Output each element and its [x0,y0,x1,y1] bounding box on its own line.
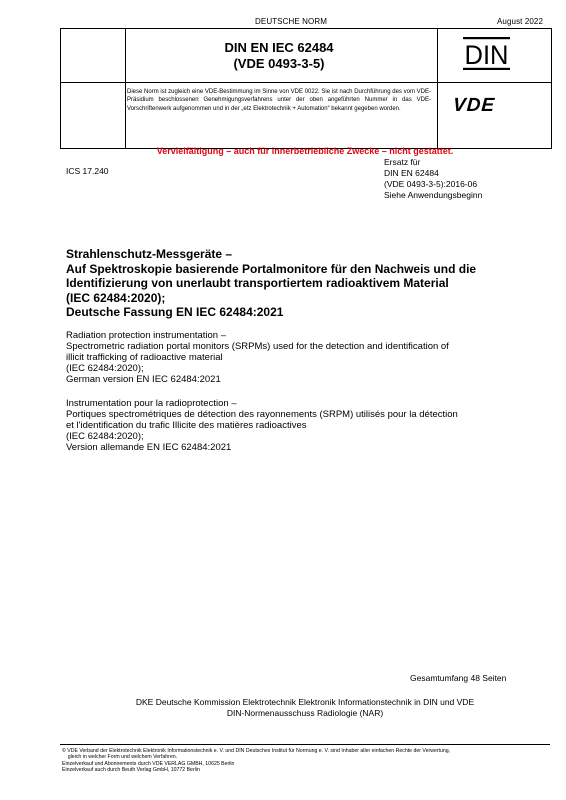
total-pages: Gesamtumfang 48 Seiten [410,673,507,683]
committee-line: DIN-Normenausschuss Radiologie (NAR) [226,708,384,718]
title-box [60,28,552,149]
vde-note: Diese Norm ist zugleich eine VDE-Bestimmung im Sinne von VDE 0022. Sie ist nach Durchführung des vom VDE-Präsidium beschlossenen Genehmigungsverfahrens unter der oben angeführten Nummer in das VDE-Vorschriftenwerk aufgenommen und in der „etz Elektrotechnik + Automation“ bekannt gegeben worden. [127,89,431,112]
title-french-line: Version allemande EN IEC 62484:2021 [66,442,232,453]
title-english-line: Radiation protection instrumentation – [66,330,227,341]
din-logo-icon [463,37,510,70]
committee-block [60,697,550,719]
title-french-line: et l'identification du trafic Illicite des matières radioactives [66,420,307,431]
header-norm-label: DEUTSCHE NORM [255,17,327,26]
box-divider-left [125,29,126,148]
ics-code: ICS 17.240 [66,166,109,176]
box-divider-right [437,29,438,148]
title-french-line: Portiques spectrométriques de détection des rayonnements (SRPM) utilisés pour la détection [66,409,458,420]
title-german-line: Deutsche Fassung EN IEC 62484:2021 [66,305,284,319]
footer-line: Einzelverkauf auch durch Beuth Verlag GmbH, 10772 Berlin [62,766,200,773]
footer-divider [60,744,550,745]
header-date: August 2022 [497,17,544,26]
title-english-line: Spectrometric radiation portal monitors (SRPMs) used for the detection and identification of [66,341,449,352]
document-number [127,40,431,72]
replaces-line: DIN EN 62484 [384,168,439,178]
committee-line: DKE Deutsche Kommission Elektrotechnik Elektronik Informationstechnik in DIN und VDE [135,697,475,707]
document-number-line2: (VDE 0493-3-5) [233,56,325,71]
footer-line: gleich in welcher Form und welchem Verfahren. [62,754,178,761]
footer-line: Einzelverkauf und Abonnements durch VDE VERLAG GMBH, 10625 Berlin [62,760,235,767]
replaces-block [384,157,482,201]
title-french [66,398,546,453]
title-french-line: (IEC 62484:2020); [66,431,144,442]
title-german-line: Strahlenschutz-Messgeräte – [66,247,233,261]
box-divider-horizontal [61,82,551,83]
din-logo-text: DIN [464,40,509,70]
title-german [66,247,546,320]
replaces-line: Ersatz für [384,157,421,167]
replaces-line: (VDE 0493-3-5):2016-06 [384,179,478,189]
vde-logo-icon: VDE [452,95,496,116]
copyright-footer [62,748,562,773]
title-german-line: Auf Spektroskopie basierende Portalmonitore für den Nachweis und die [66,261,477,276]
title-english [66,330,546,385]
copy-warning: Vervielfältigung – auch für innerbetriebliche Zwecke – nicht gestattet. [156,146,454,156]
title-english-line: (IEC 62484:2020); [66,363,144,374]
title-english-line: German version EN IEC 62484:2021 [66,374,221,385]
document-number-line1: DIN EN IEC 62484 [224,40,334,55]
title-german-line: (IEC 62484:2020); [66,290,166,305]
title-french-line: Instrumentation pour la radioprotection – [66,398,237,409]
title-english-line: illicit trafficking of radioactive material [66,352,223,363]
footer-line: © VDE Verband der Elektrotechnik Elektronik Informationstechnik e. V. und DIN Deutsches Institut für Normung e. V. sind Inhaber aller einfachen Rechte der Verwertung, [62,748,451,754]
replaces-line: Siehe Anwendungsbeginn [384,190,483,200]
title-german-line: Identifizierung von unerlaubt transportiertem radioaktivem Material [66,276,449,290]
